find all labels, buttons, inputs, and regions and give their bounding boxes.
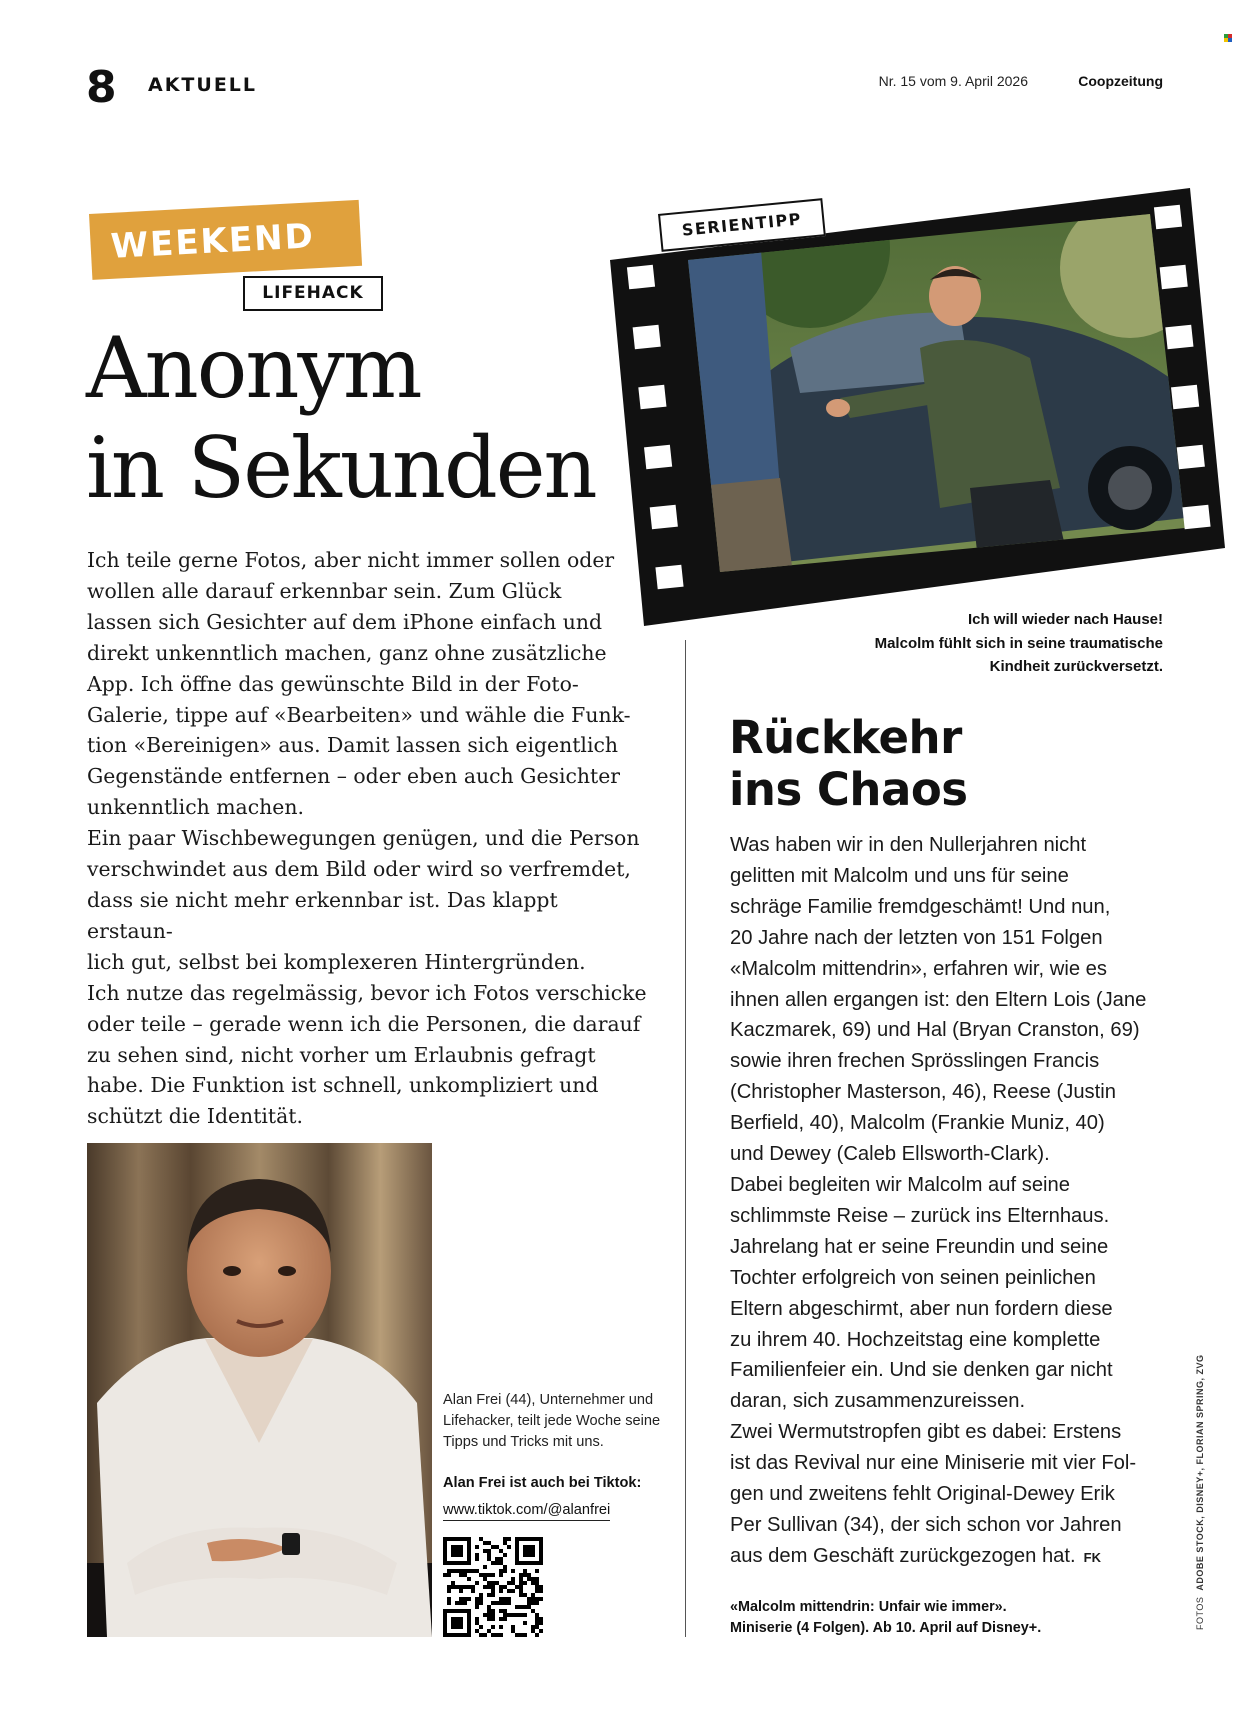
body-line: Per Sullivan (34), der sich schon vor Jahren [730, 1513, 1122, 1536]
lifehack-body [87, 545, 647, 1132]
body-line: und Dewey (Caleb Ellsworth-Clark). [730, 1143, 1050, 1166]
body-line: dass sie nicht mehr erkennbar ist. Das klappt erstaun- [87, 887, 558, 943]
film-sprocket-hole [655, 565, 683, 590]
film-sprocket-hole [638, 385, 666, 410]
body-line: 20 Jahre nach der letzten von 151 Folgen [730, 926, 1103, 949]
headline-left-line: Anonym [86, 319, 421, 417]
film-sprocket-hole [1182, 505, 1210, 530]
body-line: Dabei begleiten wir Malcolm auf seine [730, 1173, 1070, 1196]
body-line: sowie ihren frechen Sprösslingen Francis [730, 1050, 1100, 1073]
color-marks [1224, 34, 1232, 42]
qr-code[interactable] [443, 1537, 543, 1637]
headline-right [729, 712, 968, 816]
body-line: zu ihrem 40. Hochzeitstag eine komplette [730, 1328, 1101, 1351]
headline-left [86, 318, 596, 518]
caption-line: Kindheit zurückversetzt. [989, 658, 1163, 675]
body-line: Tochter erfolgreich von seinen peinlichen [730, 1266, 1096, 1289]
film-sprocket-hole [627, 265, 655, 290]
section-label: AKTUELL [148, 74, 258, 96]
serientipp-tag: SERIENTIPP [658, 198, 826, 252]
headline-left-line: in Sekunden [86, 419, 596, 517]
body-line: «Malcolm mittendrin», erfahren wir, wie es [730, 957, 1107, 980]
series-info [730, 1597, 1041, 1639]
caption-line: Ich will wieder nach Hause! [967, 611, 1163, 628]
body-line: Familienfeier ein. Und sie denken gar nicht [730, 1359, 1113, 1382]
body-line: Jahrelang hat er seine Freundin und seine [730, 1235, 1109, 1258]
body-line: unkenntlich machen. [87, 795, 304, 820]
film-sprocket-hole [1177, 445, 1205, 470]
body-line: zu sehen sind, nicht vorher um Erlaubnis gefragt [87, 1042, 596, 1067]
body-line: Kaczmarek, 69) und Hal (Bryan Cranston, 69) [730, 1019, 1140, 1042]
page-number: 8 [86, 62, 117, 113]
body-line: Zwei Wermutstropfen gibt es dabei: Erstens [730, 1421, 1122, 1444]
series-info-line: Miniserie (4 Folgen). Ab 10. April auf Disney+. [730, 1620, 1042, 1636]
headline-right-line: ins Chaos [729, 763, 968, 816]
tiktok-link[interactable]: www.tiktok.com/@alanfrei [443, 1500, 610, 1521]
body-line: direkt unkenntlich machen, ganz ohne zusätzliche [87, 640, 607, 665]
body-line: verschwindet aus dem Bild oder wird so verfremdet, [87, 857, 631, 882]
tiktok-title: Alan Frei ist auch bei Tiktok: [443, 1475, 642, 1491]
body-line: gen und zweitens fehlt Original-Dewey Erik [730, 1483, 1115, 1506]
film-sprocket-hole [633, 325, 661, 350]
body-line: lich gut, selbst bei komplexeren Hintergründen. [87, 949, 586, 974]
photo-credits [1195, 1355, 1205, 1630]
series-info-line: «Malcolm mittendrin: Unfair wie immer». [730, 1599, 1007, 1615]
body-line: habe. Die Funktion ist schnell, unkompliziert und [87, 1073, 599, 1098]
body-line: Galerie, tippe auf «Bearbeiten» und wähle die Funk- [87, 702, 631, 727]
body-line: ist das Revival nur eine Miniserie mit vier Fol- [730, 1452, 1137, 1475]
caption-line: Malcolm fühlt sich in seine traumatische [874, 634, 1163, 652]
body-line: Ein paar Wischbewegungen genügen, und die Person [87, 826, 640, 851]
body-line: Ich teile gerne Fotos, aber nicht immer sollen oder [87, 548, 615, 572]
lifehack-tag: LIFEHACK [243, 276, 383, 311]
body-line: tion «Bereinigen» aus. Damit lassen sich eigentlich [87, 733, 619, 758]
issue-date: Nr. 15 vom 9. April 2026 [878, 73, 1028, 89]
body-line: aus dem Geschäft zurückgezogen hat. [730, 1544, 1076, 1567]
body-line: Gegenstände entfernen – oder eben auch Gesichter [87, 764, 621, 789]
body-line: schützt die Identität. [87, 1104, 303, 1129]
weekend-tag [89, 200, 362, 280]
body-line: Berfield, 40), Malcolm (Frankie Muniz, 40) [730, 1112, 1105, 1135]
body-line: schlimmste Reise – zurück ins Elternhaus. [730, 1204, 1110, 1227]
body-line: App. Ich öffne das gewünschte Bild in der Foto- [87, 671, 579, 696]
body-line: gelitten mit Malcolm und uns für seine [730, 864, 1069, 887]
film-sprocket-hole [644, 445, 672, 470]
series-review-body [730, 830, 1170, 1574]
author-initials: FK [1083, 1549, 1101, 1565]
column-divider [685, 640, 686, 1637]
body-line: Ich nutze das regelmässig, bevor ich Fotos verschicke [87, 980, 647, 1005]
body-line: lassen sich Gesichter auf dem iPhone einfach und [87, 609, 603, 634]
body-line: Was haben wir in den Nullerjahren nicht [730, 834, 1087, 856]
body-line: Eltern abgeschirmt, aber nun fordern diese [730, 1297, 1113, 1320]
body-line: daran, sich zusammenzureissen. [730, 1390, 1026, 1413]
film-sprocket-hole [650, 505, 678, 530]
film-strip-photo [610, 188, 1225, 628]
author-portrait [87, 1143, 432, 1637]
film-sprocket-hole [1171, 385, 1199, 410]
body-line: ihnen allen ergangen ist: den Eltern Lois (Jane [730, 988, 1147, 1011]
body-line: (Christopher Masterson, 46), Reese (Justin [730, 1081, 1116, 1104]
credits-label: FOTOS [1195, 1596, 1205, 1630]
body-line: oder teile – gerade wenn ich die Personen, die darauf [87, 1011, 641, 1036]
publication-name: Coopzeitung [1078, 73, 1163, 89]
photo-caption [875, 608, 1163, 679]
body-line-last [730, 1541, 1170, 1574]
film-sprocket-hole [1160, 265, 1188, 290]
film-sprocket-hole [1165, 325, 1193, 350]
body-line: schräge Familie fremdgeschämt! Und nun, [730, 895, 1111, 918]
body-line: wollen alle darauf erkennbar sein. Zum Glück [87, 578, 562, 603]
weekend-tag-label: WEEKEND [109, 216, 316, 267]
film-sprocket-hole [1154, 205, 1182, 230]
author-bio: Alan Frei (44), Unternehmer und Lifehacker, teilt jede Woche seine Tipps und Tricks mit uns. [443, 1392, 661, 1450]
credits-text: ADOBE STOCK, DISNEY+, FLORIAN SPRING, ZVG [1195, 1354, 1205, 1591]
headline-right-line: Rückkehr [729, 711, 962, 764]
